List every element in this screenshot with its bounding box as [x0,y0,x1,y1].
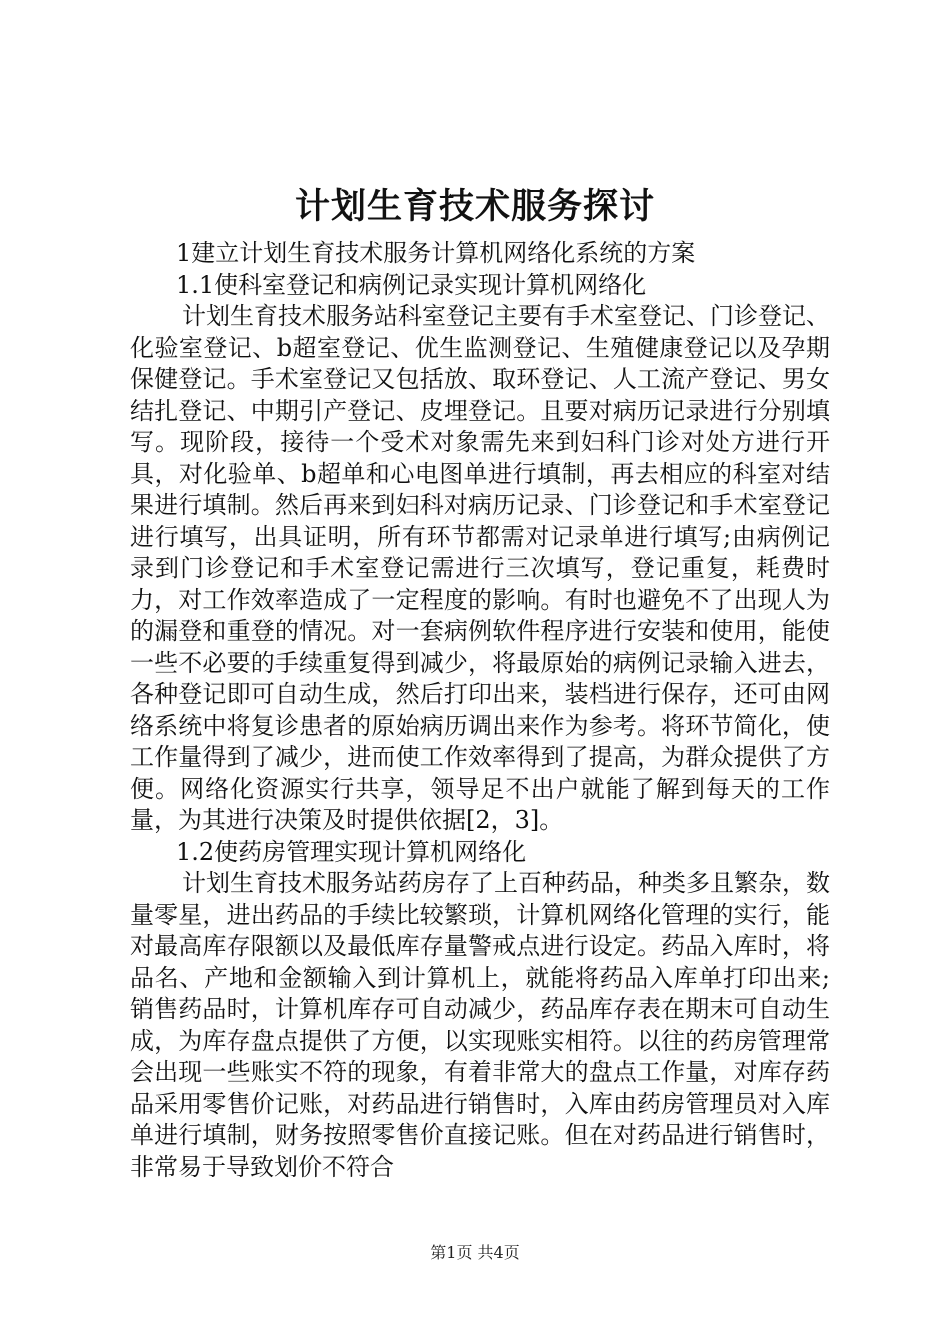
section-heading-1-2: 1.2使药房管理实现计算机网络化 [176,837,527,866]
paragraph-1: 计划生育技术服务站科室登记主要有手术室登记、门诊登记、化验室登记、b超室登记、优生监测登记、生殖健康登记以及孕期保健登记。手术室登记又包括放、取环登记、人工流产登记、男女结扎登记、中期引产登记、皮埋登记。且要对病历记录进行分别填写。现阶段，接待一个受术对象需先来到妇科门诊对处方进行开具，对化验单、b超单和心电图单进行填制，再去相应的科室对结果进行填制。然后再来到妇科对病历记录、门诊登记和手术室登记进行填写，出具证明，所有环节都需对记录单进行填写;由病例记录到门诊登记和手术室登记需进行三次填写，登记重复，耗费时力，对工作效率造成了一定程度的影响。有时也避免不了出现人为的漏登和重登的情况。对一套病例软件程序进行安装和使用，能使一些不必要的手续重复得到减少，将最原始的病例记录输入进去，各种登记即可自动生成，然后打印出来，装档进行保存，还可由网络系统中将复诊患者的原始病历调出来作为参考。将环节简化，使工作量得到了减少，进而使工作效率得到了提高，为群众提供了方便。网络化资源实行共享，领导足不出户就能了解到每天的工作量，为其进行决策及时提供依据[2，3]。 [130,302,830,834]
paragraph-2: 计划生育技术服务站药房存了上百种药品，种类多且繁杂，数量零星，进出药品的手续比较繁琐，计算机网络化管理的实行，能对最高库存限额以及最低库存量警戒点进行设定。药品入库时，将品名、产地和金额输入到计算机上，就能将药品入库单打印出来;销售药品时，计算机库存可自动减少，药品库存表在期末可自动生成，为库存盘点提供了方便，以实现账实相符。以往的药房管理常会出现一些账实不符的现象，有着非常大的盘点工作量，对库存药品采用零售价记账，对药品进行销售时，入库由药房管理员对入库单进行填制，财务按照零售价直接记账。但在对药品进行销售时，非常易于导致划价不符合 [130,869,830,1181]
section-heading-1: 1建立计划生育技术服务计算机网络化系统的方案 [176,239,696,267]
page-title: 计划生育技术服务探讨 [294,187,655,227]
document-body [130,238,830,1183]
section-heading-1-1: 1.1使科室登记和病例记录实现计算机网络化 [176,270,647,299]
page-number: 第1页 共4页 [430,1243,520,1262]
